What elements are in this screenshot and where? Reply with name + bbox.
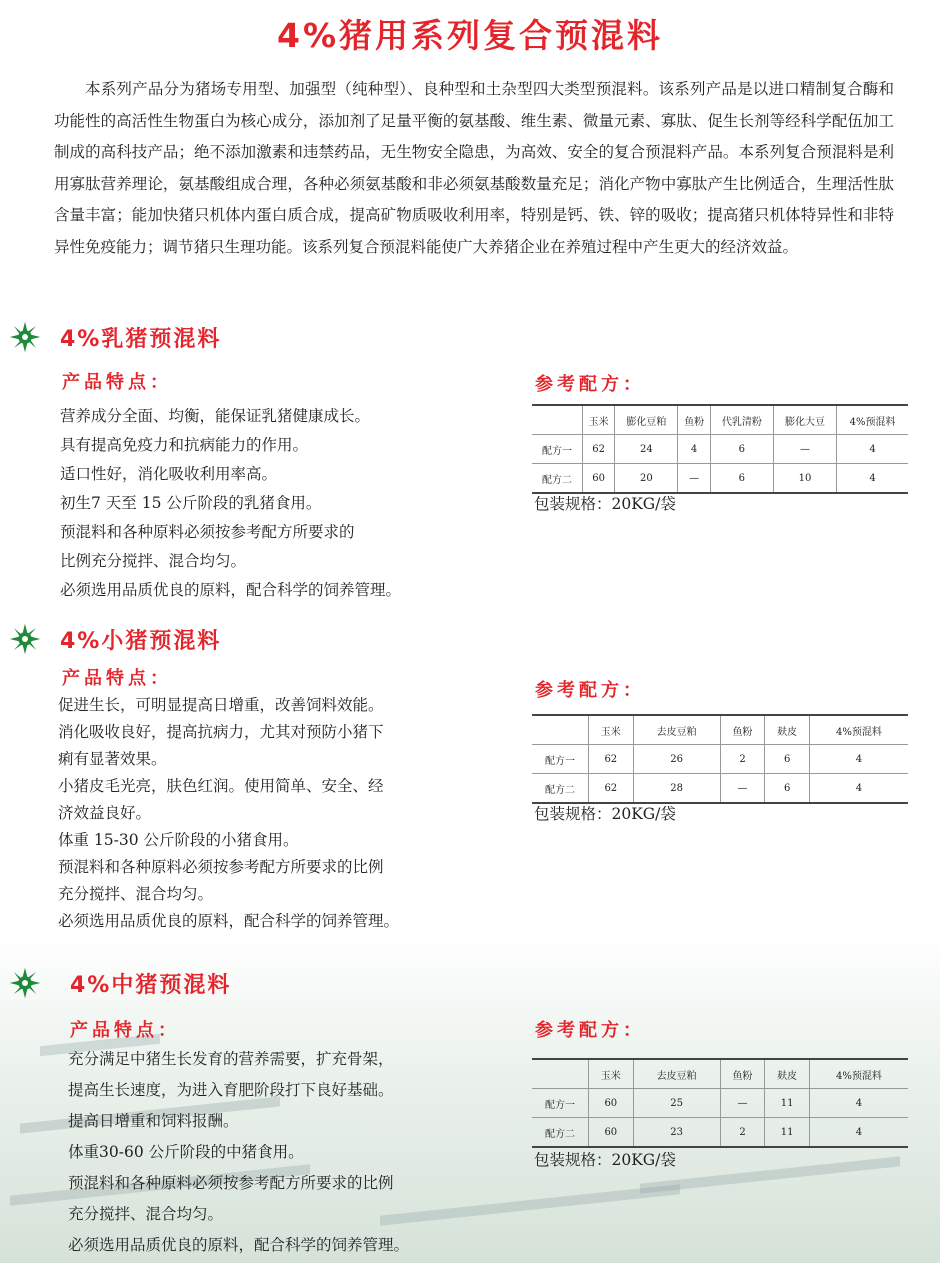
table-cell: 配方一: [532, 435, 583, 464]
table-header-row: [532, 1059, 908, 1089]
table-cell: 4: [809, 774, 908, 804]
table-header-cell: 鱼粉: [720, 1059, 765, 1089]
table-header-cell: 玉米: [583, 405, 615, 435]
page-title: 4%猪用系列复合预混料: [276, 16, 664, 55]
table-cell: 25: [633, 1089, 720, 1118]
table-header-cell: 去皮豆粕: [633, 715, 720, 745]
feature-item: 比例充分搅拌、混合均匀。: [60, 552, 247, 570]
table-cell: 60: [589, 1118, 634, 1148]
table-header-cell: [532, 715, 589, 745]
feature-item: 初生7 天至 15 公斤阶段的乳猪食用。: [60, 494, 322, 512]
table-cell: 11: [765, 1089, 810, 1118]
packaging-spec: 包装规格：20KG/袋: [534, 1151, 676, 1169]
feature-item: 痢有显著效果。: [58, 750, 167, 768]
table-header-cell: 鱼粉: [720, 715, 765, 745]
table-cell: 20: [615, 464, 678, 494]
features-list: [58, 692, 399, 935]
features-list: [60, 402, 401, 605]
table-header-cell: 膨化豆粕: [615, 405, 678, 435]
table-header-cell: 麸皮: [765, 715, 810, 745]
packaging-spec: 包装规格：20KG/袋: [534, 495, 676, 513]
feature-item: 必须选用品质优良的原料，配合科学的饲养管理。: [60, 581, 402, 599]
table-cell: 配方二: [532, 1118, 589, 1148]
section-title: 4%中猪预混料: [70, 972, 232, 998]
reference-formula-label: 参考配方：: [535, 374, 645, 395]
table-cell: 6: [710, 464, 773, 494]
table-cell: 23: [633, 1118, 720, 1148]
table-row: [532, 774, 908, 804]
table-cell: 26: [633, 745, 720, 774]
green-star-icon: [8, 320, 42, 354]
table-cell: 4: [809, 1118, 908, 1148]
features-list: [68, 1044, 409, 1261]
feature-item: 提高日增重和饲料报酬。: [68, 1112, 239, 1130]
table-row: [532, 745, 908, 774]
table-row: [532, 435, 908, 464]
feature-item: 提高生长速度，为进入育肥阶段打下良好基础。: [68, 1081, 394, 1099]
feature-item: 预混料和各种原料必须按参考配方所要求的: [60, 523, 355, 541]
section-title: 4%乳猪预混料: [60, 326, 222, 352]
table-cell: 4: [678, 435, 710, 464]
feature-item: 预混料和各种原料必须按参考配方所要求的比例: [58, 858, 384, 876]
table-cell: 24: [615, 435, 678, 464]
feature-item: 体重 15-30 公斤阶段的小猪食用。: [58, 831, 299, 849]
table-header-cell: 4%预混料: [837, 405, 908, 435]
table-header-cell: 4%预混料: [809, 1059, 908, 1089]
reference-formula-table: [532, 1058, 908, 1148]
table-cell: —: [720, 1089, 765, 1118]
table-cell: 28: [633, 774, 720, 804]
green-star-icon: [8, 622, 42, 656]
feature-item: 济效益良好。: [58, 804, 152, 822]
feature-item: 预混料和各种原料必须按参考配方所要求的比例: [68, 1174, 394, 1192]
table-cell: 11: [765, 1118, 810, 1148]
table-cell: —: [720, 774, 765, 804]
green-star-icon: [8, 966, 42, 1000]
table-row: [532, 464, 908, 494]
table-header-cell: 鱼粉: [678, 405, 710, 435]
intro-paragraph: 本系列产品分为猪场专用型、加强型（纯种型）、良种型和土杂型四大类型预混料。该系列产品是以进口精制复合酶和功能性的高活性生物蛋白为核心成分，添加剂了足量平衡的氨基酸、维生素、微量元素、寡肽、促生长剂等经科学配伍加工制成的高科技产品；绝不添加激素和违禁药品，无生物安全隐患，为高效、安全的复合预混料产品。本系列复合预混料是利用寡肽营养理论，氨基酸组成合理，各种必须氨基酸和非必须氨基酸数量充足；消化产物中寡肽产生比例适合，生理活性肽含量丰富；能加快猪只机体内蛋白质合成，提高矿物质吸收利用率，特别是钙、铁、锌的吸收；提高猪只机体特异性和非特异性免疫能力；调节猪只生理功能。该系列复合预混料能使广大养猪企业在养殖过程中产生更大的经济效益。: [54, 80, 894, 256]
feature-item: 消化吸收良好，提高抗病力，尤其对预防小猪下: [58, 723, 384, 741]
table-header-row: [532, 405, 908, 435]
feature-item: 适口性好，消化吸收利用率高。: [60, 465, 278, 483]
table-row: [532, 1089, 908, 1118]
table-header-cell: [532, 1059, 589, 1089]
features-label: 产品特点：: [62, 668, 172, 689]
table-cell: 配方一: [532, 1089, 589, 1118]
table-cell: 4: [809, 745, 908, 774]
feature-item: 必须选用品质优良的原料，配合科学的饲养管理。: [68, 1236, 410, 1254]
table-cell: 4: [837, 435, 908, 464]
table-header-row: [532, 715, 908, 745]
features-label: 产品特点：: [62, 372, 172, 393]
table-cell: 4: [837, 464, 908, 494]
feature-item: 营养成分全面、均衡，能保证乳猪健康成长。: [60, 407, 371, 425]
table-cell: 62: [589, 774, 634, 804]
reference-formula-table: [532, 714, 908, 804]
table-cell: 6: [765, 745, 810, 774]
feature-item: 充分满足中猪生长发育的营养需要，扩充骨架，: [68, 1050, 394, 1068]
table-cell: 4: [809, 1089, 908, 1118]
table-cell: 配方一: [532, 745, 589, 774]
table-cell: 2: [720, 745, 765, 774]
section-header-young-pig: [8, 622, 221, 656]
table-cell: 62: [589, 745, 634, 774]
table-header-cell: 4%预混料: [809, 715, 908, 745]
feature-item: 体重30-60 公斤阶段的中猪食用。: [68, 1143, 304, 1161]
reference-formula-label: 参考配方：: [535, 680, 645, 701]
section-header-medium-pig: [8, 966, 231, 1000]
table-cell: —: [773, 435, 836, 464]
table-header-cell: 玉米: [589, 1059, 634, 1089]
section-title: 4%小猪预混料: [60, 628, 222, 654]
table-cell: 2: [720, 1118, 765, 1148]
table-header-cell: 代乳清粉: [710, 405, 773, 435]
reference-formula-label: 参考配方：: [535, 1020, 645, 1041]
table-cell: 配方二: [532, 774, 589, 804]
table-header-cell: 去皮豆粕: [633, 1059, 720, 1089]
table-header-cell: 膨化大豆: [773, 405, 836, 435]
feature-item: 充分搅拌、混合均匀。: [58, 885, 214, 903]
feature-item: 充分搅拌、混合均匀。: [68, 1205, 224, 1223]
feature-item: 促进生长，可明显提高日增重，改善饲料效能。: [58, 696, 384, 714]
features-label: 产品特点：: [70, 1020, 180, 1041]
table-cell: 配方二: [532, 464, 583, 494]
packaging-spec: 包装规格：20KG/袋: [534, 805, 676, 823]
section-header-piglet: [8, 320, 221, 354]
table-cell: 10: [773, 464, 836, 494]
table-cell: 60: [583, 464, 615, 494]
feature-item: 必须选用品质优良的原料，配合科学的饲养管理。: [58, 912, 400, 930]
table-cell: 6: [765, 774, 810, 804]
feature-item: 小猪皮毛光亮，肤色红润。使用简单、安全、经: [58, 777, 384, 795]
table-cell: 62: [583, 435, 615, 464]
table-row: [532, 1118, 908, 1148]
feature-item: 具有提高免疫力和抗病能力的作用。: [60, 436, 309, 454]
table-cell: 60: [589, 1089, 634, 1118]
table-header-cell: 玉米: [589, 715, 634, 745]
table-cell: —: [678, 464, 710, 494]
table-header-cell: 麸皮: [765, 1059, 810, 1089]
table-cell: 6: [710, 435, 773, 464]
table-header-cell: [532, 405, 583, 435]
reference-formula-table: [532, 404, 908, 494]
